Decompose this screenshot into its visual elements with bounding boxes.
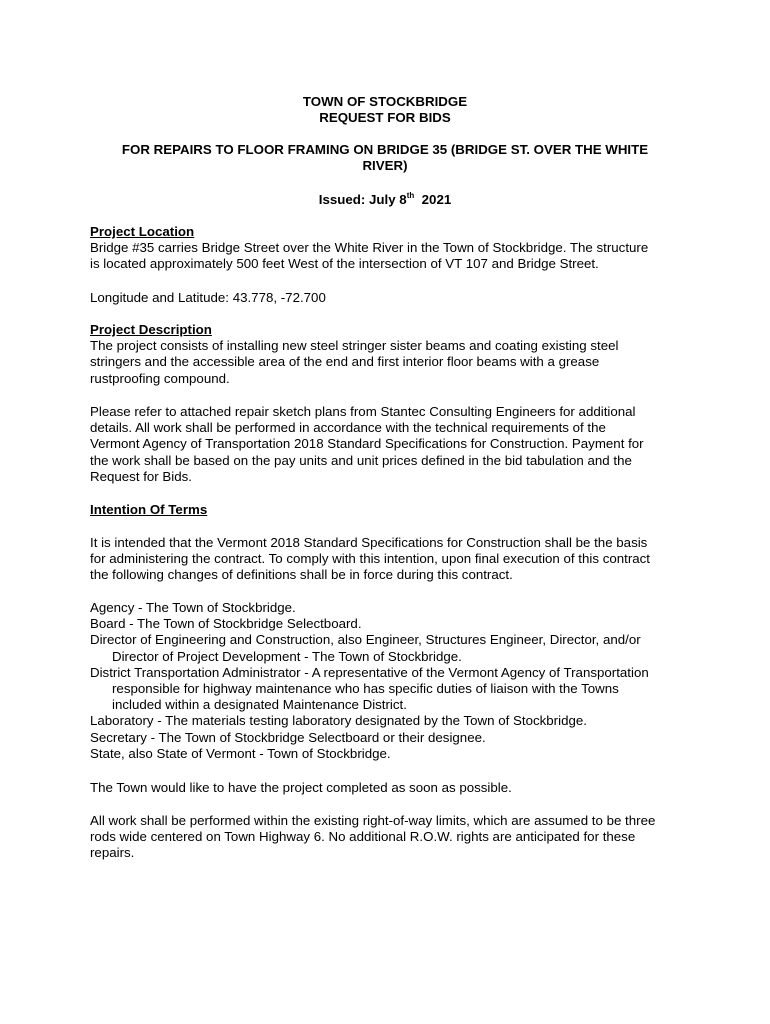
description-paragraph-2: [90, 404, 690, 485]
description-line: the work shall be based on the pay units and unit prices defined in the bid tabulation and the: [90, 452, 632, 468]
description-line: stringers and the accessible area of the end and first interior floor beams with a grease: [90, 354, 600, 370]
issued-year: 2021: [414, 192, 452, 207]
definitions-list: [90, 600, 690, 762]
definition-item: Director of Engineering and Construction, also Engineer, Structures Engineer, Director, and/or: [90, 632, 641, 648]
definition-item-continuation: included within a designated Maintenance District.: [112, 697, 407, 713]
row-line: repairs.: [90, 845, 135, 861]
right-of-way-paragraph: [90, 813, 690, 862]
issued-suffix: th: [406, 191, 415, 200]
definition-item: Laboratory - The materials testing laboratory designated by the Town of Stockbridge.: [90, 713, 587, 729]
description-line: The project consists of installing new steel stringer sister beams and coating existing steel: [90, 338, 619, 354]
description-line: rustproofing compound.: [90, 370, 230, 386]
request-title: REQUEST FOR BIDS: [319, 110, 451, 126]
intention-of-terms-heading-block: [90, 502, 690, 518]
subject-line-1: FOR REPAIRS TO FLOOR FRAMING ON BRIDGE 35 (BRIDGE ST. OVER THE WHITE: [121, 142, 649, 157]
issued-date: [90, 192, 680, 208]
subject-title: [90, 142, 680, 174]
definition-item: District Transportation Administrator - A representative of the Vermont Agency of Transportation: [90, 664, 649, 680]
description-line: Request for Bids.: [90, 468, 192, 484]
definition-item: State, also State of Vermont - Town of Stockbridge.: [90, 745, 391, 761]
definition-item-continuation: Director of Project Development - The Town of Stockbridge.: [112, 648, 462, 664]
intention-of-terms-heading: Intention Of Terms: [90, 502, 208, 517]
row-line: rods wide centered on Town Highway 6. No additional R.O.W. rights are anticipated for these: [90, 829, 636, 845]
subject-line-2: RIVER): [362, 158, 408, 174]
project-description-section: [90, 322, 690, 387]
description-line: details. All work shall be performed in accordance with the technical requirements of the: [90, 420, 606, 436]
definition-item: Board - The Town of Stockbridge Selectboard.: [90, 616, 362, 632]
terms-intro: [90, 535, 690, 584]
definition-item: Agency - The Town of Stockbridge.: [90, 600, 296, 615]
town-title: TOWN OF STOCKBRIDGE: [302, 94, 468, 109]
description-line: Vermont Agency of Transportation 2018 Standard Specifications for Construction. Payment for: [90, 436, 644, 452]
definition-item-continuation: responsible for highway maintenance who has specific duties of liaison with the Towns: [112, 681, 619, 697]
project-location-section: [90, 224, 690, 273]
coordinates-text: Longitude and Latitude: 43.778, -72.700: [90, 290, 326, 305]
row-line: All work shall be performed within the existing right-of-way limits, which are assumed to be three: [90, 813, 656, 828]
completion-paragraph: [90, 780, 690, 796]
document-header: [90, 94, 680, 126]
terms-intro-line: the following changes of definitions shall be in force during this contract.: [90, 567, 513, 583]
coordinates: [90, 290, 690, 306]
completion-text: The Town would like to have the project completed as soon as possible.: [90, 780, 512, 795]
project-description-heading: Project Description: [90, 322, 212, 337]
terms-intro-line: It is intended that the Vermont 2018 Standard Specifications for Construction shall be the basis: [90, 535, 648, 550]
location-line: is located approximately 500 feet West of the intersection of VT 107 and Bridge Street.: [90, 256, 599, 272]
terms-intro-line: for administering the contract. To comply with this intention, upon final execution of this contract: [90, 551, 650, 567]
definition-item: Secretary - The Town of Stockbridge Selectboard or their designee.: [90, 729, 486, 745]
location-line: Bridge #35 carries Bridge Street over the White River in the Town of Stockbridge. The structure: [90, 240, 649, 256]
description-line: Please refer to attached repair sketch plans from Stantec Consulting Engineers for additional: [90, 404, 636, 419]
issued-prefix: Issued: July 8: [318, 192, 407, 207]
project-location-heading: Project Location: [90, 224, 195, 239]
